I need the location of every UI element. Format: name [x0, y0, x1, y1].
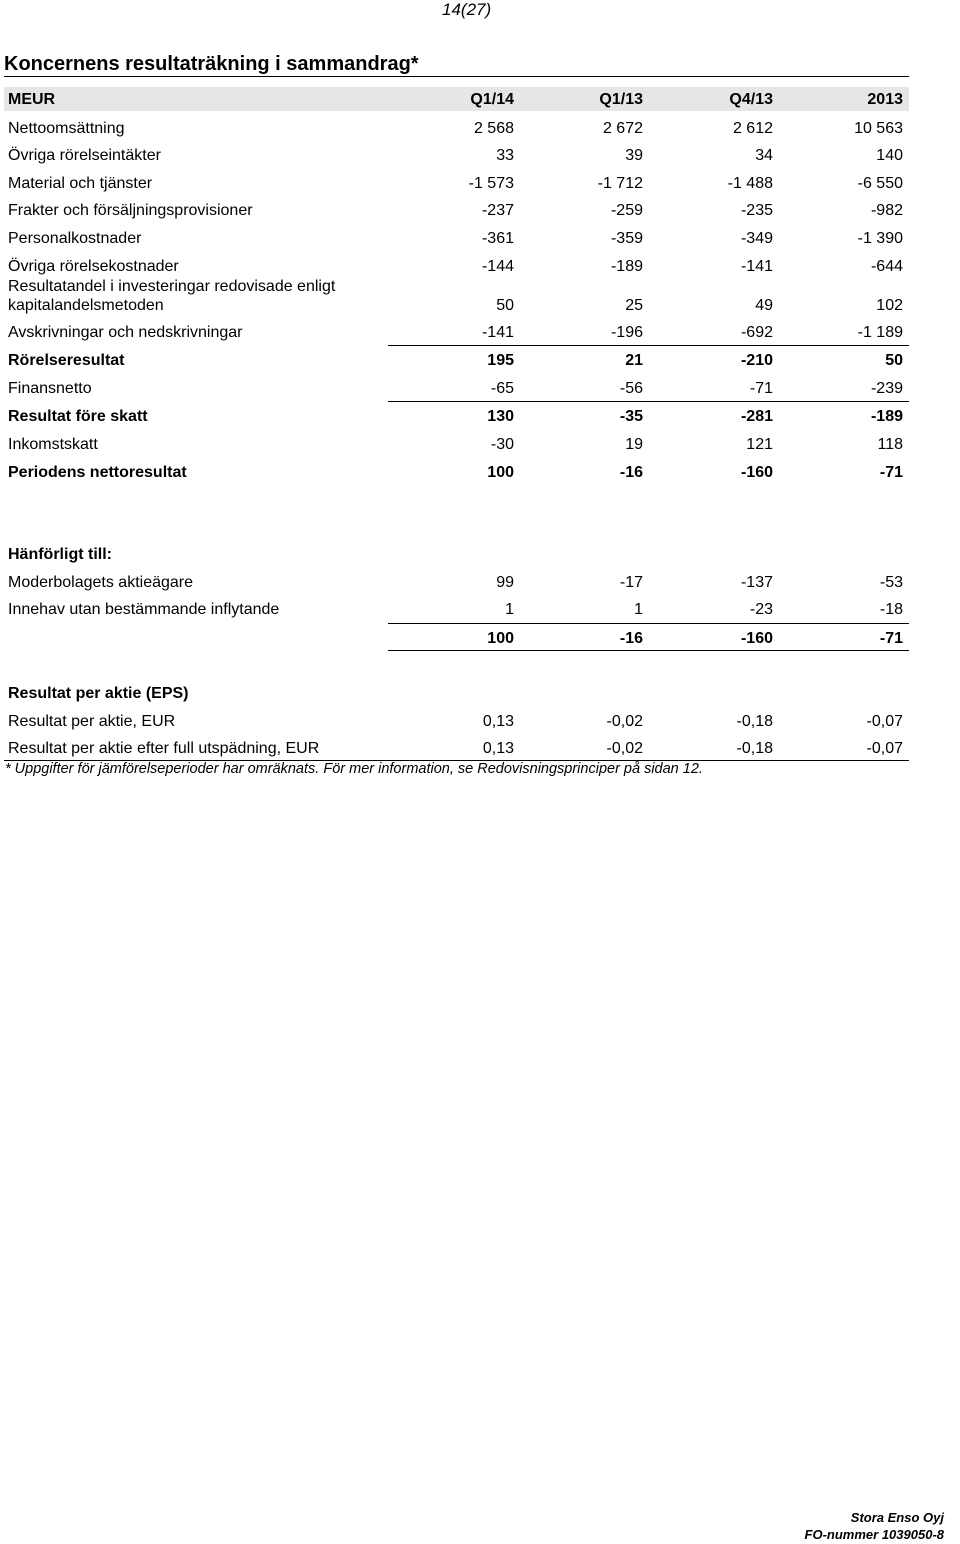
table-row: [0, 120, 960, 140]
cell-2013: -0,07: [866, 713, 903, 730]
table-row: [0, 175, 960, 195]
cell-q1-13: -189: [610, 258, 643, 275]
section-heading-eps: [0, 685, 960, 705]
cell-q4-13: -235: [740, 202, 773, 219]
cell-2013: -1 390: [857, 230, 903, 247]
cell-q1-13: -35: [619, 408, 643, 425]
cell-2013: -71: [879, 464, 903, 481]
cell-q1-13: -196: [610, 324, 643, 341]
header-col-q1-13: Q1/13: [599, 91, 643, 108]
section-heading: Hänförligt till:: [8, 546, 112, 563]
row-label: Moderbolagets aktieägare: [8, 574, 194, 591]
page-title: Koncernens resultaträkning i sammandrag*: [4, 53, 419, 75]
table-row: [0, 324, 960, 344]
row-label: Innehav utan bestämmande inflytande: [8, 601, 280, 618]
section-heading: Resultat per aktie (EPS): [8, 685, 189, 702]
cell-q1-13: -0,02: [606, 713, 643, 730]
cell-q1-14: 0,13: [482, 713, 514, 730]
cell-q1-13: -359: [610, 230, 643, 247]
cell-q1-14: 99: [496, 574, 514, 591]
cell-2013: -189: [870, 408, 903, 425]
cell-q1-13: 39: [625, 147, 643, 164]
table-row: [0, 230, 960, 250]
table-row-subtotal: [0, 352, 960, 372]
table-row: [0, 380, 960, 400]
table-row: [0, 147, 960, 167]
cell-2013: 102: [876, 297, 903, 314]
cell-q1-14: -144: [481, 258, 514, 275]
row-label: Övriga rörelseintäkter: [8, 147, 161, 164]
subtotal-rule: [388, 345, 909, 346]
row-label: Rörelseresultat: [8, 352, 125, 369]
cell-q4-13: -23: [749, 601, 773, 618]
cell-q1-14: 50: [496, 297, 514, 314]
subtotal-rule: [388, 401, 909, 402]
table-row-label-line: [0, 278, 960, 298]
cell-q1-14: 100: [487, 464, 514, 481]
table-row: [0, 574, 960, 594]
cell-2013: 10 563: [854, 120, 903, 137]
cell-q1-13: -56: [619, 380, 643, 397]
table-row-subtotal: [0, 408, 960, 428]
row-label: Frakter och försäljningsprovisioner: [8, 202, 253, 219]
cell-q1-13: -1 712: [597, 175, 643, 192]
cell-q4-13: -141: [740, 258, 773, 275]
table-row: [0, 436, 960, 456]
cell-q1-13: 25: [625, 297, 643, 314]
total-rule: [388, 650, 909, 651]
cell-2013: 50: [885, 352, 903, 369]
row-label: Övriga rörelsekostnader: [8, 258, 179, 275]
cell-2013: 118: [877, 436, 903, 453]
row-label: Personalkostnader: [8, 230, 142, 247]
row-label-line2: kapitalandelsmetoden: [8, 297, 164, 314]
row-label-line1: Resultatandel i investeringar redovisade enligt: [8, 278, 336, 295]
cell-q1-13: -259: [610, 202, 643, 219]
cell-q1-13: 19: [625, 436, 643, 453]
cell-q1-14: 33: [496, 147, 514, 164]
row-label: Nettoomsättning: [8, 120, 125, 137]
cell-q4-13: -210: [740, 352, 773, 369]
table-row-total: [0, 630, 960, 650]
row-label: Periodens nettoresultat: [8, 464, 187, 481]
cell-q4-13: -281: [740, 408, 773, 425]
cell-q1-14: -1 573: [468, 175, 514, 192]
cell-2013: -1 189: [857, 324, 903, 341]
row-label: Avskrivningar och nedskrivningar: [8, 324, 243, 341]
title-divider: [4, 76, 909, 77]
cell-2013: -53: [879, 574, 903, 591]
cell-q1-14: -237: [481, 202, 514, 219]
cell-q4-13: -160: [740, 464, 773, 481]
cell-q1-14: -30: [490, 436, 514, 453]
cell-q1-13: 1: [634, 601, 643, 618]
table-row: [0, 258, 960, 278]
cell-2013: 140: [876, 147, 903, 164]
cell-q1-13: -0,02: [606, 740, 643, 757]
cell-q4-13: -0,18: [736, 713, 773, 730]
company-name: Stora Enso Oyj: [850, 1510, 944, 1525]
table-row: [0, 297, 960, 317]
cell-2013: -982: [870, 202, 903, 219]
cell-2013: -644: [870, 258, 903, 275]
row-label: Finansnetto: [8, 380, 92, 397]
table-row-total: [0, 464, 960, 484]
cell-q4-13: 49: [755, 297, 773, 314]
section-heading-attributable: [0, 546, 960, 566]
cell-q4-13: -349: [740, 230, 773, 247]
cell-q1-13: 2 672: [602, 120, 643, 137]
cell-q1-13: -16: [619, 630, 643, 647]
cell-q4-13: 2 612: [732, 120, 773, 137]
cell-2013: -18: [879, 601, 903, 618]
cell-q1-13: -17: [619, 574, 643, 591]
table-row: [0, 740, 960, 760]
cell-q1-14: -141: [481, 324, 514, 341]
table-header-row: [0, 91, 960, 111]
cell-q4-13: -0,18: [736, 740, 773, 757]
cell-q4-13: -1 488: [727, 175, 773, 192]
cell-q4-13: -137: [740, 574, 773, 591]
cell-q1-14: 1: [505, 601, 514, 618]
cell-q4-13: 34: [755, 147, 773, 164]
cell-q1-14: 0,13: [482, 740, 514, 757]
row-label: Resultat före skatt: [8, 408, 148, 425]
header-col-2013: 2013: [867, 91, 903, 108]
cell-q1-14: 2 568: [473, 120, 514, 137]
cell-q1-13: 21: [625, 352, 643, 369]
subtotal-rule: [388, 623, 909, 624]
header-label: MEUR: [8, 91, 56, 108]
cell-q1-14: 130: [487, 408, 514, 425]
footnote: * Uppgifter för jämförelseperioder har omräknats. För mer information, se Redovisningsprinciper på sidan 12.: [5, 761, 703, 777]
cell-q1-14: -361: [481, 230, 514, 247]
cell-q4-13: 121: [746, 436, 773, 453]
cell-q4-13: -692: [740, 324, 773, 341]
row-label: Material och tjänster: [8, 175, 153, 192]
cell-q4-13: -71: [749, 380, 773, 397]
row-label: Resultat per aktie efter full utspädning, EUR: [8, 740, 320, 757]
cell-q1-14: 100: [487, 630, 514, 647]
header-col-q4-13: Q4/13: [729, 91, 773, 108]
cell-2013: -0,07: [866, 740, 903, 757]
cell-q1-14: -65: [490, 380, 514, 397]
cell-2013: -6 550: [857, 175, 903, 192]
table-row: [0, 713, 960, 733]
cell-q1-13: -16: [619, 464, 643, 481]
cell-q1-14: 195: [487, 352, 514, 369]
row-label: Inkomstskatt: [8, 436, 98, 453]
cell-2013: -239: [870, 380, 903, 397]
cell-q4-13: -160: [740, 630, 773, 647]
header-col-q1-14: Q1/14: [470, 91, 514, 108]
table-row: [0, 601, 960, 621]
cell-2013: -71: [879, 630, 903, 647]
table-row: [0, 202, 960, 222]
row-label: Resultat per aktie, EUR: [8, 713, 176, 730]
page-number: 14(27): [442, 0, 492, 19]
registration-number: FO-nummer 1039050-8: [804, 1527, 944, 1542]
